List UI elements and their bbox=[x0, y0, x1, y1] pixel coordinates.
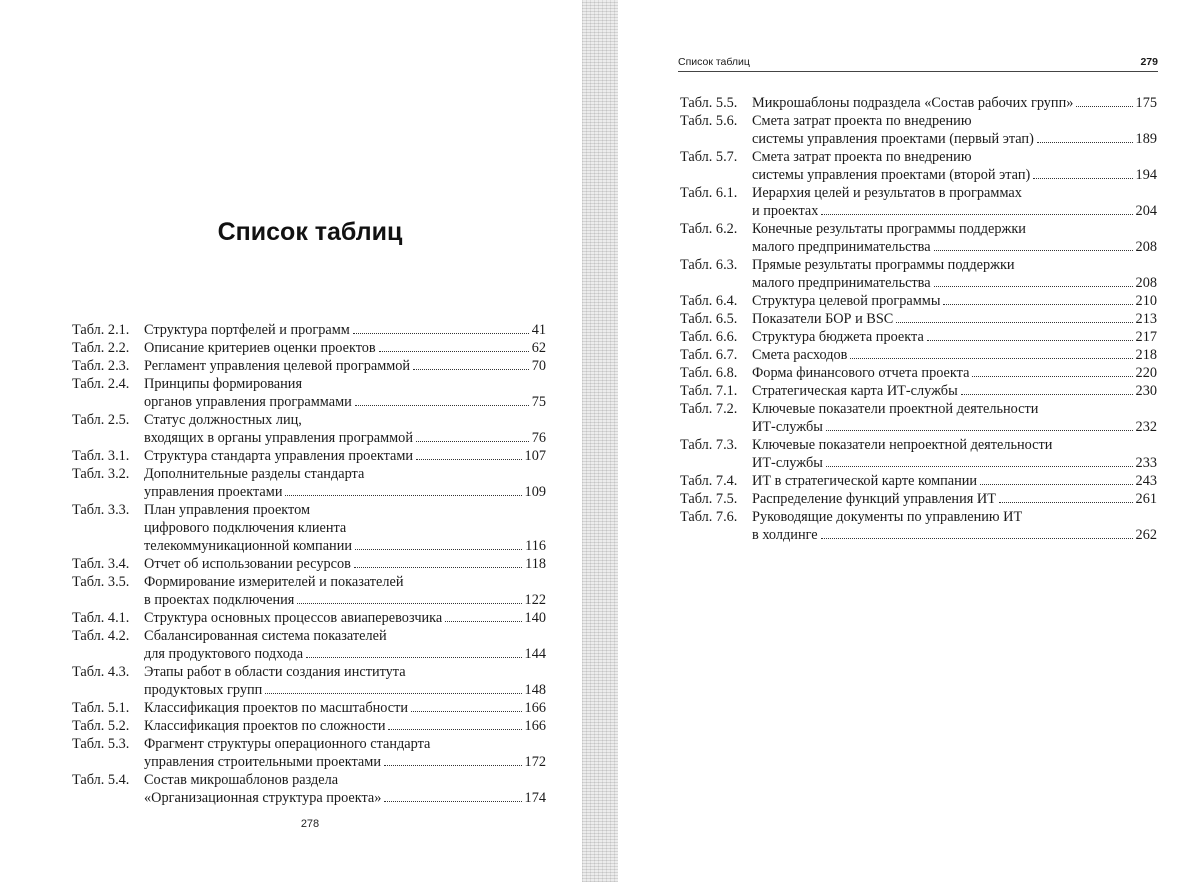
toc-entry bbox=[72, 465, 546, 501]
toc-entry bbox=[680, 400, 1157, 436]
caption-last-line bbox=[144, 447, 546, 465]
page-ref: 261 bbox=[1135, 491, 1157, 507]
caption-last-line bbox=[752, 346, 1157, 364]
toc-entry bbox=[680, 508, 1157, 544]
dot-leader bbox=[416, 459, 521, 460]
caption-line: продуктовых групп bbox=[144, 682, 263, 698]
caption-last-line bbox=[144, 645, 546, 663]
page-ref: 208 bbox=[1135, 239, 1157, 255]
table-caption bbox=[144, 771, 546, 807]
toc-entry bbox=[72, 375, 546, 411]
caption-last-line bbox=[144, 483, 546, 501]
table-caption bbox=[144, 339, 546, 357]
caption-line: органов управления программами bbox=[144, 394, 352, 410]
table-caption bbox=[752, 148, 1157, 184]
toc-entry bbox=[680, 346, 1157, 364]
caption-line: Регламент управления целевой программой bbox=[144, 358, 411, 374]
table-number: Табл. 6.3. bbox=[680, 257, 738, 273]
caption-line: Принципы формирования bbox=[144, 376, 303, 392]
caption-line: Структура портфелей и программ bbox=[144, 322, 350, 338]
table-caption bbox=[144, 501, 546, 555]
caption-last-line bbox=[752, 274, 1157, 292]
table-caption bbox=[144, 447, 546, 465]
dot-leader bbox=[379, 351, 529, 352]
page-ref: 262 bbox=[1135, 527, 1157, 543]
caption-last-line bbox=[752, 166, 1157, 184]
toc-entry bbox=[680, 436, 1157, 472]
dot-leader bbox=[826, 430, 1133, 431]
page-ref: 175 bbox=[1135, 95, 1157, 111]
caption-line: Конечные результаты программы поддержки bbox=[752, 221, 1026, 237]
caption-line: «Организационная структура проекта» bbox=[144, 790, 382, 806]
toc-list-right bbox=[680, 94, 1157, 544]
caption-line: Форма финансового отчета проекта bbox=[752, 365, 970, 381]
caption-last-line bbox=[752, 238, 1157, 256]
table-caption bbox=[752, 292, 1157, 310]
caption-last-line bbox=[144, 393, 546, 411]
caption-line: Ключевые показатели проектной деятельности bbox=[752, 401, 1039, 417]
table-number: Табл. 5.3. bbox=[72, 736, 130, 752]
page-ref: 41 bbox=[531, 322, 546, 338]
table-caption bbox=[752, 112, 1157, 148]
caption-last-line bbox=[144, 537, 546, 555]
page-ref: 107 bbox=[524, 448, 546, 464]
table-number: Табл. 7.5. bbox=[680, 491, 738, 507]
page-ref: 70 bbox=[531, 358, 546, 374]
caption-last-line bbox=[752, 94, 1157, 112]
toc-entry bbox=[72, 663, 546, 699]
caption-line: малого предпринимательства bbox=[752, 275, 931, 291]
page-ref: 232 bbox=[1135, 419, 1157, 435]
table-number: Табл. 3.5. bbox=[72, 574, 130, 590]
table-caption bbox=[144, 321, 546, 339]
caption-last-line bbox=[752, 310, 1157, 328]
dot-leader bbox=[411, 711, 522, 712]
caption-line: Описание критериев оценки проектов bbox=[144, 340, 376, 356]
toc-entry bbox=[72, 447, 546, 465]
table-number: Табл. 7.6. bbox=[680, 509, 738, 525]
table-number: Табл. 7.3. bbox=[680, 437, 738, 453]
table-caption bbox=[144, 699, 546, 717]
dot-leader bbox=[388, 729, 521, 730]
page-ref: 75 bbox=[531, 394, 546, 410]
caption-last-line bbox=[144, 429, 546, 447]
table-number: Табл. 3.4. bbox=[72, 556, 130, 572]
page-ref: 166 bbox=[524, 700, 546, 716]
table-caption bbox=[752, 382, 1157, 400]
table-caption bbox=[144, 627, 546, 663]
caption-line: входящих в органы управления программой bbox=[144, 430, 413, 446]
table-number: Табл. 6.5. bbox=[680, 311, 738, 327]
caption-line: в холдинге bbox=[752, 527, 818, 543]
caption-line: цифрового подключения клиента bbox=[144, 520, 347, 536]
table-number: Табл. 2.1. bbox=[72, 322, 130, 338]
caption-line: в проектах подключения bbox=[144, 592, 295, 608]
toc-entry bbox=[680, 148, 1157, 184]
caption-last-line bbox=[144, 717, 546, 735]
table-number: Табл. 6.6. bbox=[680, 329, 738, 345]
toc-entry bbox=[72, 555, 546, 573]
dot-leader bbox=[1076, 106, 1132, 107]
dot-leader bbox=[355, 405, 529, 406]
table-number: Табл. 5.5. bbox=[680, 95, 738, 111]
caption-last-line bbox=[144, 789, 546, 807]
dot-leader bbox=[961, 394, 1133, 395]
caption-last-line bbox=[752, 130, 1157, 148]
table-caption bbox=[752, 328, 1157, 346]
toc-entry bbox=[72, 411, 546, 447]
table-caption bbox=[752, 400, 1157, 436]
dot-leader bbox=[927, 340, 1133, 341]
dot-leader bbox=[413, 369, 529, 370]
caption-last-line bbox=[752, 328, 1157, 346]
caption-last-line bbox=[144, 321, 546, 339]
table-caption bbox=[752, 310, 1157, 328]
caption-line: Классификация проектов по сложности bbox=[144, 718, 386, 734]
caption-line: Ключевые показатели непроектной деятельности bbox=[752, 437, 1053, 453]
caption-line: ИТ-службы bbox=[752, 455, 823, 471]
page-ref: 172 bbox=[524, 754, 546, 770]
table-number: Табл. 6.8. bbox=[680, 365, 738, 381]
table-number: Табл. 4.1. bbox=[72, 610, 130, 626]
caption-line: Сбалансированная система показателей bbox=[144, 628, 387, 644]
dot-leader bbox=[826, 466, 1133, 467]
table-caption bbox=[144, 555, 546, 573]
caption-last-line bbox=[752, 364, 1157, 382]
running-head-title: Список таблиц bbox=[678, 56, 750, 68]
toc-entry bbox=[680, 490, 1157, 508]
caption-line: управления строительными проектами bbox=[144, 754, 381, 770]
toc-entry bbox=[72, 339, 546, 357]
caption-line: системы управления проектами (второй этап) bbox=[752, 167, 1031, 183]
table-number: Табл. 2.4. bbox=[72, 376, 130, 392]
page-ref: 174 bbox=[524, 790, 546, 806]
dot-leader bbox=[850, 358, 1132, 359]
table-number: Табл. 4.3. bbox=[72, 664, 130, 680]
caption-line: ИТ-службы bbox=[752, 419, 823, 435]
page-ref: 116 bbox=[525, 538, 546, 554]
toc-entry bbox=[72, 735, 546, 771]
caption-line: Смета затрат проекта по внедрению bbox=[752, 113, 972, 129]
table-caption bbox=[144, 573, 546, 609]
caption-last-line bbox=[144, 591, 546, 609]
toc-entry bbox=[72, 771, 546, 807]
toc-entry bbox=[680, 220, 1157, 256]
table-caption bbox=[144, 357, 546, 375]
table-number: Табл. 6.2. bbox=[680, 221, 738, 237]
toc-entry bbox=[680, 382, 1157, 400]
toc-entry bbox=[72, 573, 546, 609]
caption-line: телекоммуникационной компании bbox=[144, 538, 353, 554]
table-caption bbox=[752, 508, 1157, 544]
toc-entry bbox=[680, 472, 1157, 490]
table-number: Табл. 3.2. bbox=[72, 466, 130, 482]
toc-entry bbox=[680, 94, 1157, 112]
page-ref: 76 bbox=[531, 430, 546, 446]
caption-line: Руководящие документы по управлению ИТ bbox=[752, 509, 1023, 525]
page-ref: 218 bbox=[1135, 347, 1157, 363]
caption-line: Формирование измерителей и показателей bbox=[144, 574, 404, 590]
table-caption bbox=[144, 375, 546, 411]
table-number: Табл. 7.2. bbox=[680, 401, 738, 417]
page-ref: 140 bbox=[524, 610, 546, 626]
running-head bbox=[678, 56, 1158, 72]
toc-entry bbox=[680, 256, 1157, 292]
caption-line: Показатели БОР и BSC bbox=[752, 311, 894, 327]
dot-leader bbox=[354, 567, 522, 568]
dot-leader bbox=[821, 538, 1133, 539]
caption-line: Отчет об использовании ресурсов bbox=[144, 556, 351, 572]
page-ref: 166 bbox=[524, 718, 546, 734]
table-number: Табл. 2.2. bbox=[72, 340, 130, 356]
toc-entry bbox=[680, 292, 1157, 310]
page-ref: 118 bbox=[525, 556, 546, 572]
table-number: Табл. 3.1. bbox=[72, 448, 130, 464]
caption-last-line bbox=[752, 454, 1157, 472]
dot-leader bbox=[297, 603, 521, 604]
caption-line: Смета затрат проекта по внедрению bbox=[752, 149, 972, 165]
table-number: Табл. 5.2. bbox=[72, 718, 130, 734]
table-number: Табл. 5.7. bbox=[680, 149, 738, 165]
toc-entry bbox=[680, 328, 1157, 346]
table-caption bbox=[752, 436, 1157, 472]
table-number: Табл. 5.1. bbox=[72, 700, 130, 716]
dot-leader bbox=[416, 441, 529, 442]
table-number: Табл. 6.4. bbox=[680, 293, 738, 309]
table-number: Табл. 4.2. bbox=[72, 628, 130, 644]
table-number: Табл. 6.1. bbox=[680, 185, 738, 201]
book-gutter bbox=[582, 0, 618, 882]
dot-leader bbox=[934, 286, 1133, 287]
page-ref: 213 bbox=[1135, 311, 1157, 327]
caption-last-line bbox=[752, 490, 1157, 508]
table-caption bbox=[752, 256, 1157, 292]
table-caption bbox=[752, 346, 1157, 364]
dot-leader bbox=[821, 214, 1132, 215]
page-ref: 62 bbox=[531, 340, 546, 356]
table-number: Табл. 5.6. bbox=[680, 113, 738, 129]
caption-line: Этапы работ в области создания института bbox=[144, 664, 406, 680]
caption-last-line bbox=[752, 472, 1157, 490]
caption-line: Состав микрошаблонов раздела bbox=[144, 772, 339, 788]
table-caption bbox=[144, 609, 546, 627]
dot-leader bbox=[285, 495, 521, 496]
table-caption bbox=[752, 220, 1157, 256]
dot-leader bbox=[355, 549, 522, 550]
table-number: Табл. 2.5. bbox=[72, 412, 130, 428]
toc-entry bbox=[680, 310, 1157, 328]
table-number: Табл. 3.3. bbox=[72, 502, 130, 518]
caption-line: Смета расходов bbox=[752, 347, 848, 363]
caption-line: для продуктового подхода bbox=[144, 646, 304, 662]
toc-entry bbox=[680, 184, 1157, 220]
toc-list-left bbox=[72, 321, 546, 807]
caption-line: Распределение функций управления ИТ bbox=[752, 491, 996, 507]
dot-leader bbox=[972, 376, 1132, 377]
caption-last-line bbox=[144, 555, 546, 573]
caption-line: управления проектами bbox=[144, 484, 283, 500]
caption-line: Классификация проектов по масштабности bbox=[144, 700, 409, 716]
table-caption bbox=[752, 490, 1157, 508]
caption-last-line bbox=[752, 526, 1157, 544]
caption-line: малого предпринимательства bbox=[752, 239, 931, 255]
page-ref: 243 bbox=[1135, 473, 1157, 489]
toc-entry bbox=[72, 717, 546, 735]
caption-line: Структура стандарта управления проектами bbox=[144, 448, 414, 464]
dot-leader bbox=[384, 765, 522, 766]
caption-line: Стратегическая карта ИТ-службы bbox=[752, 383, 958, 399]
caption-line: Иерархия целей и результатов в программах bbox=[752, 185, 1022, 201]
table-number: Табл. 2.3. bbox=[72, 358, 130, 374]
caption-line: План управления проектом bbox=[144, 502, 311, 518]
table-number: Табл. 5.4. bbox=[72, 772, 130, 788]
page-title: Список таблиц bbox=[217, 218, 403, 246]
dot-leader bbox=[1037, 142, 1133, 143]
page-ref: 148 bbox=[524, 682, 546, 698]
caption-line: и проектах bbox=[752, 203, 819, 219]
toc-entry bbox=[72, 609, 546, 627]
toc-entry bbox=[72, 321, 546, 339]
caption-last-line bbox=[144, 681, 546, 699]
caption-line: Статус должностных лиц, bbox=[144, 412, 302, 428]
caption-last-line bbox=[752, 292, 1157, 310]
page-ref: 204 bbox=[1135, 203, 1157, 219]
page-number-left: 278 bbox=[300, 818, 320, 830]
table-caption bbox=[752, 364, 1157, 382]
dot-leader bbox=[943, 304, 1132, 305]
toc-entry bbox=[72, 357, 546, 375]
page-ref: 230 bbox=[1135, 383, 1157, 399]
page-ref: 144 bbox=[524, 646, 546, 662]
caption-last-line bbox=[144, 357, 546, 375]
caption-line: Дополнительные разделы стандарта bbox=[144, 466, 365, 482]
caption-last-line bbox=[752, 382, 1157, 400]
dot-leader bbox=[896, 322, 1132, 323]
table-caption bbox=[752, 472, 1157, 490]
page-ref: 233 bbox=[1135, 455, 1157, 471]
page-ref: 210 bbox=[1135, 293, 1157, 309]
dot-leader bbox=[934, 250, 1133, 251]
table-number: Табл. 7.4. bbox=[680, 473, 738, 489]
toc-entry bbox=[72, 501, 546, 555]
table-number: Табл. 7.1. bbox=[680, 383, 738, 399]
table-caption bbox=[144, 663, 546, 699]
caption-last-line bbox=[144, 753, 546, 771]
table-caption bbox=[752, 94, 1157, 112]
toc-entry bbox=[680, 112, 1157, 148]
caption-line: Структура бюджета проекта bbox=[752, 329, 924, 345]
toc-entry bbox=[680, 364, 1157, 382]
caption-line: ИТ в стратегической карте компании bbox=[752, 473, 978, 489]
table-number: Табл. 6.7. bbox=[680, 347, 738, 363]
dot-leader bbox=[353, 333, 529, 334]
dot-leader bbox=[445, 621, 521, 622]
table-caption bbox=[144, 465, 546, 501]
dot-leader bbox=[384, 801, 521, 802]
toc-entry bbox=[72, 627, 546, 663]
page-ref: 220 bbox=[1135, 365, 1157, 381]
page-ref: 208 bbox=[1135, 275, 1157, 291]
page-ref: 122 bbox=[524, 592, 546, 608]
dot-leader bbox=[1033, 178, 1132, 179]
caption-line: Микрошаблоны подраздела «Состав рабочих групп» bbox=[752, 95, 1074, 111]
caption-line: Структура основных процессов авиаперевозчика bbox=[144, 610, 443, 626]
page-ref: 194 bbox=[1135, 167, 1157, 183]
table-caption bbox=[144, 717, 546, 735]
table-caption bbox=[144, 411, 546, 447]
caption-line: Фрагмент структуры операционного стандарта bbox=[144, 736, 431, 752]
caption-last-line bbox=[144, 699, 546, 717]
caption-last-line bbox=[144, 609, 546, 627]
caption-line: системы управления проектами (первый этап) bbox=[752, 131, 1034, 147]
dot-leader bbox=[999, 502, 1133, 503]
dot-leader bbox=[980, 484, 1132, 485]
page-ref: 189 bbox=[1135, 131, 1157, 147]
caption-line: Прямые результаты программы поддержки bbox=[752, 257, 1015, 273]
page-number-right: 279 bbox=[1140, 56, 1158, 68]
dot-leader bbox=[306, 657, 521, 658]
dot-leader bbox=[265, 693, 521, 694]
table-caption bbox=[752, 184, 1157, 220]
table-caption bbox=[144, 735, 546, 771]
caption-line: Структура целевой программы bbox=[752, 293, 941, 309]
toc-entry bbox=[72, 699, 546, 717]
caption-last-line bbox=[144, 339, 546, 357]
caption-last-line bbox=[752, 202, 1157, 220]
page-ref: 109 bbox=[524, 484, 546, 500]
caption-last-line bbox=[752, 418, 1157, 436]
page-ref: 217 bbox=[1135, 329, 1157, 345]
